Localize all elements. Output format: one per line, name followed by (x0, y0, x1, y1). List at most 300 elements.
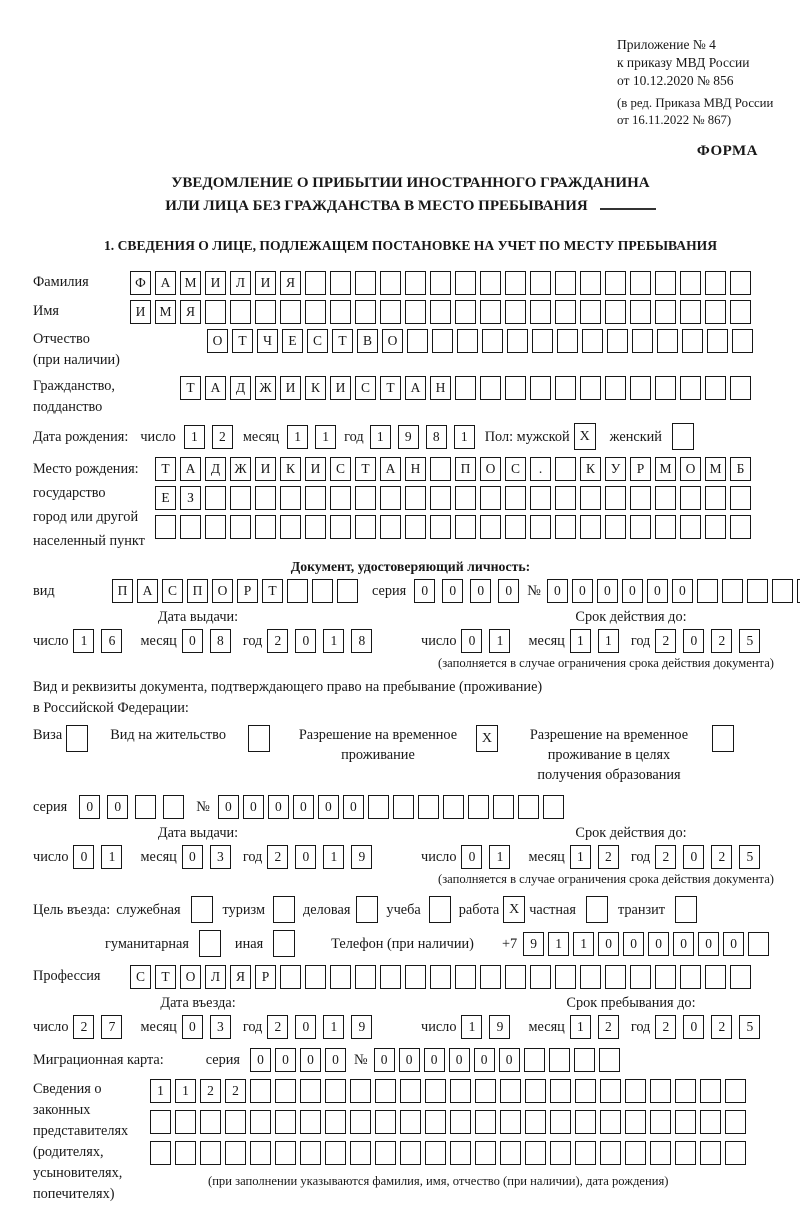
char-box[interactable]: 0 (275, 1048, 296, 1072)
char-box[interactable]: 1 (73, 629, 94, 653)
char-box[interactable] (300, 1079, 321, 1103)
char-box[interactable]: М (155, 300, 176, 324)
char-box[interactable] (680, 486, 701, 510)
option-temp-residence-education-checkbox[interactable] (712, 725, 734, 752)
char-box[interactable] (480, 300, 501, 324)
char-box[interactable]: А (405, 376, 426, 400)
char-box[interactable]: 0 (107, 795, 128, 819)
char-box[interactable]: 0 (598, 932, 619, 956)
char-box[interactable]: 0 (414, 579, 435, 603)
char-box[interactable]: 2 (598, 845, 619, 869)
char-box[interactable] (305, 486, 326, 510)
char-box[interactable]: 1 (573, 932, 594, 956)
char-box[interactable] (705, 271, 726, 295)
char-box[interactable] (450, 1110, 471, 1134)
char-box[interactable]: 2 (711, 1015, 732, 1039)
char-box[interactable] (555, 271, 576, 295)
char-box[interactable] (580, 300, 601, 324)
char-box[interactable]: 2 (711, 845, 732, 869)
char-box[interactable] (605, 271, 626, 295)
char-box[interactable]: Л (230, 271, 251, 295)
char-box[interactable] (525, 1079, 546, 1103)
char-box[interactable] (280, 300, 301, 324)
char-box[interactable]: С (355, 376, 376, 400)
char-box[interactable]: Я (180, 300, 201, 324)
char-box[interactable] (325, 1141, 346, 1165)
char-box[interactable]: 0 (295, 629, 316, 653)
char-box[interactable] (430, 300, 451, 324)
char-box[interactable] (705, 515, 726, 539)
char-box[interactable] (725, 1141, 746, 1165)
char-box[interactable]: 0 (218, 795, 239, 819)
char-box[interactable] (697, 579, 718, 603)
char-box[interactable] (607, 329, 628, 353)
char-box[interactable]: А (155, 271, 176, 295)
char-box[interactable] (275, 1110, 296, 1134)
char-box[interactable] (480, 486, 501, 510)
char-box[interactable] (425, 1141, 446, 1165)
char-box[interactable]: 0 (325, 1048, 346, 1072)
char-box[interactable]: 0 (470, 579, 491, 603)
char-box[interactable] (330, 300, 351, 324)
char-box[interactable] (730, 300, 751, 324)
option-temp-residence-checkbox[interactable]: X (476, 725, 498, 752)
char-box[interactable] (493, 795, 514, 819)
char-box[interactable] (457, 329, 478, 353)
char-box[interactable]: 1 (315, 425, 336, 449)
char-box[interactable] (655, 486, 676, 510)
char-box[interactable] (507, 329, 528, 353)
char-box[interactable]: Т (155, 965, 176, 989)
char-box[interactable] (582, 329, 603, 353)
char-box[interactable] (555, 515, 576, 539)
char-box[interactable]: К (280, 457, 301, 481)
char-box[interactable] (574, 1048, 595, 1072)
char-box[interactable]: А (180, 457, 201, 481)
char-box[interactable] (350, 1079, 371, 1103)
char-box[interactable]: И (330, 376, 351, 400)
char-box[interactable] (525, 1110, 546, 1134)
char-box[interactable]: 2 (73, 1015, 94, 1039)
char-box[interactable]: У (605, 457, 626, 481)
char-box[interactable]: 5 (739, 845, 760, 869)
char-box[interactable]: . (530, 457, 551, 481)
char-box[interactable] (255, 300, 276, 324)
char-box[interactable]: 2 (267, 845, 288, 869)
char-box[interactable]: И (255, 457, 276, 481)
char-box[interactable] (135, 795, 156, 819)
char-box[interactable] (200, 1141, 221, 1165)
char-box[interactable] (355, 300, 376, 324)
char-box[interactable] (250, 1110, 271, 1134)
char-box[interactable]: С (162, 579, 183, 603)
char-box[interactable] (600, 1110, 621, 1134)
char-box[interactable] (305, 965, 326, 989)
char-box[interactable] (707, 329, 728, 353)
char-box[interactable]: 0 (648, 932, 669, 956)
char-box[interactable]: 0 (442, 579, 463, 603)
char-box[interactable]: 0 (73, 845, 94, 869)
char-box[interactable] (180, 515, 201, 539)
char-box[interactable] (650, 1110, 671, 1134)
char-box[interactable] (375, 1079, 396, 1103)
char-box[interactable] (625, 1110, 646, 1134)
char-box[interactable] (580, 965, 601, 989)
char-box[interactable] (205, 486, 226, 510)
char-box[interactable]: П (455, 457, 476, 481)
char-box[interactable] (475, 1079, 496, 1103)
char-box[interactable]: Р (237, 579, 258, 603)
char-box[interactable] (482, 329, 503, 353)
char-box[interactable] (575, 1079, 596, 1103)
char-box[interactable]: 1 (101, 845, 122, 869)
char-box[interactable] (480, 376, 501, 400)
char-box[interactable] (655, 515, 676, 539)
char-box[interactable] (400, 1141, 421, 1165)
char-box[interactable]: 0 (683, 845, 704, 869)
purpose-transit-checkbox[interactable] (675, 896, 697, 923)
char-box[interactable] (480, 515, 501, 539)
char-box[interactable] (280, 965, 301, 989)
char-box[interactable]: Ж (255, 376, 276, 400)
char-box[interactable]: 0 (295, 1015, 316, 1039)
char-box[interactable] (425, 1079, 446, 1103)
char-box[interactable]: 0 (295, 845, 316, 869)
char-box[interactable] (530, 515, 551, 539)
char-box[interactable]: 6 (101, 629, 122, 653)
char-box[interactable]: Т (262, 579, 283, 603)
char-box[interactable]: 0 (293, 795, 314, 819)
char-box[interactable]: 0 (182, 1015, 203, 1039)
char-box[interactable] (250, 1141, 271, 1165)
char-box[interactable]: 5 (739, 1015, 760, 1039)
purpose-work-checkbox[interactable]: X (503, 896, 525, 923)
char-box[interactable]: 0 (318, 795, 339, 819)
char-box[interactable] (250, 1079, 271, 1103)
char-box[interactable]: Д (230, 376, 251, 400)
char-box[interactable] (287, 579, 308, 603)
char-box[interactable]: Т (155, 457, 176, 481)
char-box[interactable]: 3 (210, 1015, 231, 1039)
char-box[interactable] (312, 579, 333, 603)
char-box[interactable] (505, 300, 526, 324)
char-box[interactable]: 2 (598, 1015, 619, 1039)
char-box[interactable]: 0 (424, 1048, 445, 1072)
char-box[interactable]: Н (405, 457, 426, 481)
char-box[interactable] (705, 965, 726, 989)
char-box[interactable] (355, 515, 376, 539)
char-box[interactable] (700, 1110, 721, 1134)
char-box[interactable] (680, 300, 701, 324)
char-box[interactable] (599, 1048, 620, 1072)
char-box[interactable]: Т (380, 376, 401, 400)
char-box[interactable] (550, 1079, 571, 1103)
char-box[interactable]: 2 (267, 629, 288, 653)
char-box[interactable] (730, 515, 751, 539)
char-box[interactable] (555, 376, 576, 400)
char-box[interactable]: 1 (489, 845, 510, 869)
char-box[interactable] (722, 579, 743, 603)
char-box[interactable]: Е (282, 329, 303, 353)
char-box[interactable] (418, 795, 439, 819)
char-box[interactable]: 1 (570, 845, 591, 869)
char-box[interactable]: С (307, 329, 328, 353)
char-box[interactable]: 1 (548, 932, 569, 956)
char-box[interactable]: 2 (212, 425, 233, 449)
char-box[interactable] (305, 300, 326, 324)
char-box[interactable]: 2 (655, 629, 676, 653)
char-box[interactable] (163, 795, 184, 819)
char-box[interactable] (605, 376, 626, 400)
char-box[interactable]: 1 (570, 1015, 591, 1039)
char-box[interactable]: И (255, 271, 276, 295)
char-box[interactable] (325, 1110, 346, 1134)
char-box[interactable]: Р (255, 965, 276, 989)
char-box[interactable]: И (305, 457, 326, 481)
char-box[interactable] (557, 329, 578, 353)
char-box[interactable]: 2 (225, 1079, 246, 1103)
char-box[interactable]: Н (430, 376, 451, 400)
char-box[interactable]: О (212, 579, 233, 603)
char-box[interactable]: 9 (489, 1015, 510, 1039)
char-box[interactable] (630, 965, 651, 989)
char-box[interactable] (625, 1079, 646, 1103)
char-box[interactable] (555, 300, 576, 324)
char-box[interactable]: 1 (150, 1079, 171, 1103)
char-box[interactable]: Я (230, 965, 251, 989)
char-box[interactable]: 2 (267, 1015, 288, 1039)
char-box[interactable] (580, 486, 601, 510)
char-box[interactable] (450, 1079, 471, 1103)
char-box[interactable]: М (705, 457, 726, 481)
purpose-other-checkbox[interactable] (273, 930, 295, 957)
char-box[interactable]: 0 (683, 629, 704, 653)
char-box[interactable]: 0 (623, 932, 644, 956)
char-box[interactable] (530, 486, 551, 510)
char-box[interactable] (500, 1141, 521, 1165)
char-box[interactable] (430, 515, 451, 539)
char-box[interactable]: 1 (175, 1079, 196, 1103)
char-box[interactable] (455, 486, 476, 510)
char-box[interactable] (730, 486, 751, 510)
option-visa-checkbox[interactable] (66, 725, 88, 752)
char-box[interactable] (725, 1079, 746, 1103)
char-box[interactable] (355, 271, 376, 295)
char-box[interactable] (150, 1141, 171, 1165)
char-box[interactable] (500, 1079, 521, 1103)
char-box[interactable] (725, 1110, 746, 1134)
char-box[interactable]: Я (280, 271, 301, 295)
char-box[interactable] (505, 965, 526, 989)
char-box[interactable]: 9 (398, 425, 419, 449)
char-box[interactable] (380, 271, 401, 295)
char-box[interactable]: 0 (572, 579, 593, 603)
char-box[interactable] (500, 1110, 521, 1134)
char-box[interactable] (680, 376, 701, 400)
char-box[interactable] (225, 1141, 246, 1165)
char-box[interactable]: 1 (323, 1015, 344, 1039)
char-box[interactable]: 1 (461, 1015, 482, 1039)
char-box[interactable]: З (180, 486, 201, 510)
char-box[interactable]: 0 (243, 795, 264, 819)
char-box[interactable] (730, 271, 751, 295)
char-box[interactable] (657, 329, 678, 353)
char-box[interactable]: С (330, 457, 351, 481)
char-box[interactable]: 0 (374, 1048, 395, 1072)
char-box[interactable] (225, 1110, 246, 1134)
char-box[interactable] (443, 795, 464, 819)
char-box[interactable]: Д (205, 457, 226, 481)
char-box[interactable]: М (655, 457, 676, 481)
char-box[interactable]: О (480, 457, 501, 481)
char-box[interactable]: А (137, 579, 158, 603)
char-box[interactable] (680, 515, 701, 539)
char-box[interactable]: 0 (547, 579, 568, 603)
char-box[interactable]: 1 (287, 425, 308, 449)
char-box[interactable] (300, 1110, 321, 1134)
char-box[interactable]: 2 (655, 845, 676, 869)
char-box[interactable] (475, 1110, 496, 1134)
char-box[interactable]: 5 (739, 629, 760, 653)
char-box[interactable] (455, 376, 476, 400)
char-box[interactable]: А (380, 457, 401, 481)
char-box[interactable] (655, 300, 676, 324)
char-box[interactable]: О (180, 965, 201, 989)
char-box[interactable] (355, 965, 376, 989)
char-box[interactable] (255, 486, 276, 510)
char-box[interactable] (455, 271, 476, 295)
char-box[interactable]: 0 (698, 932, 719, 956)
char-box[interactable] (150, 1110, 171, 1134)
option-residence-permit-checkbox[interactable] (248, 725, 270, 752)
purpose-business-checkbox[interactable] (356, 896, 378, 923)
char-box[interactable] (405, 486, 426, 510)
sex-male-checkbox[interactable]: X (574, 423, 596, 450)
char-box[interactable] (630, 271, 651, 295)
char-box[interactable] (393, 795, 414, 819)
char-box[interactable] (675, 1110, 696, 1134)
char-box[interactable] (680, 271, 701, 295)
char-box[interactable]: 0 (300, 1048, 321, 1072)
char-box[interactable] (600, 1079, 621, 1103)
char-box[interactable] (772, 579, 793, 603)
char-box[interactable] (700, 1141, 721, 1165)
char-box[interactable] (655, 271, 676, 295)
char-box[interactable] (355, 486, 376, 510)
char-box[interactable] (330, 515, 351, 539)
char-box[interactable] (748, 932, 769, 956)
char-box[interactable] (230, 486, 251, 510)
char-box[interactable] (155, 515, 176, 539)
char-box[interactable] (430, 457, 451, 481)
char-box[interactable] (705, 300, 726, 324)
char-box[interactable] (380, 300, 401, 324)
char-box[interactable] (605, 300, 626, 324)
char-box[interactable]: Ж (230, 457, 251, 481)
char-box[interactable]: К (305, 376, 326, 400)
char-box[interactable]: 9 (351, 1015, 372, 1039)
char-box[interactable] (575, 1141, 596, 1165)
char-box[interactable]: 0 (79, 795, 100, 819)
char-box[interactable] (530, 271, 551, 295)
char-box[interactable]: И (280, 376, 301, 400)
char-box[interactable] (425, 1110, 446, 1134)
char-box[interactable]: С (505, 457, 526, 481)
char-box[interactable] (205, 300, 226, 324)
char-box[interactable] (480, 965, 501, 989)
char-box[interactable] (580, 515, 601, 539)
char-box[interactable] (549, 1048, 570, 1072)
char-box[interactable] (555, 486, 576, 510)
char-box[interactable] (605, 965, 626, 989)
char-box[interactable]: 1 (323, 629, 344, 653)
char-box[interactable] (230, 515, 251, 539)
char-box[interactable] (682, 329, 703, 353)
char-box[interactable]: 1 (184, 425, 205, 449)
char-box[interactable]: Т (332, 329, 353, 353)
char-box[interactable] (675, 1141, 696, 1165)
char-box[interactable] (475, 1141, 496, 1165)
char-box[interactable]: И (205, 271, 226, 295)
char-box[interactable] (530, 965, 551, 989)
char-box[interactable]: М (180, 271, 201, 295)
char-box[interactable] (655, 965, 676, 989)
char-box[interactable]: П (112, 579, 133, 603)
purpose-tourism-checkbox[interactable] (273, 896, 295, 923)
char-box[interactable] (368, 795, 389, 819)
char-box[interactable]: 1 (454, 425, 475, 449)
char-box[interactable] (407, 329, 428, 353)
char-box[interactable] (380, 486, 401, 510)
char-box[interactable] (630, 376, 651, 400)
char-box[interactable] (330, 271, 351, 295)
char-box[interactable]: 0 (474, 1048, 495, 1072)
char-box[interactable] (305, 271, 326, 295)
char-box[interactable]: Т (355, 457, 376, 481)
sex-female-checkbox[interactable] (672, 423, 694, 450)
char-box[interactable] (405, 300, 426, 324)
char-box[interactable] (300, 1141, 321, 1165)
char-box[interactable]: О (680, 457, 701, 481)
char-box[interactable] (350, 1110, 371, 1134)
char-box[interactable]: 3 (210, 845, 231, 869)
char-box[interactable] (330, 965, 351, 989)
char-box[interactable] (455, 300, 476, 324)
char-box[interactable] (380, 965, 401, 989)
char-box[interactable] (730, 376, 751, 400)
char-box[interactable]: 0 (461, 629, 482, 653)
char-box[interactable]: 0 (499, 1048, 520, 1072)
char-box[interactable] (600, 1141, 621, 1165)
char-box[interactable] (375, 1141, 396, 1165)
char-box[interactable]: 2 (655, 1015, 676, 1039)
char-box[interactable] (705, 376, 726, 400)
char-box[interactable] (530, 376, 551, 400)
char-box[interactable] (432, 329, 453, 353)
char-box[interactable] (675, 1079, 696, 1103)
purpose-private-checkbox[interactable] (586, 896, 608, 923)
char-box[interactable] (550, 1141, 571, 1165)
char-box[interactable] (175, 1110, 196, 1134)
char-box[interactable]: 2 (711, 629, 732, 653)
char-box[interactable]: К (580, 457, 601, 481)
char-box[interactable]: Р (630, 457, 651, 481)
char-box[interactable] (330, 486, 351, 510)
char-box[interactable] (605, 515, 626, 539)
char-box[interactable]: 0 (250, 1048, 271, 1072)
char-box[interactable] (280, 486, 301, 510)
char-box[interactable] (530, 300, 551, 324)
